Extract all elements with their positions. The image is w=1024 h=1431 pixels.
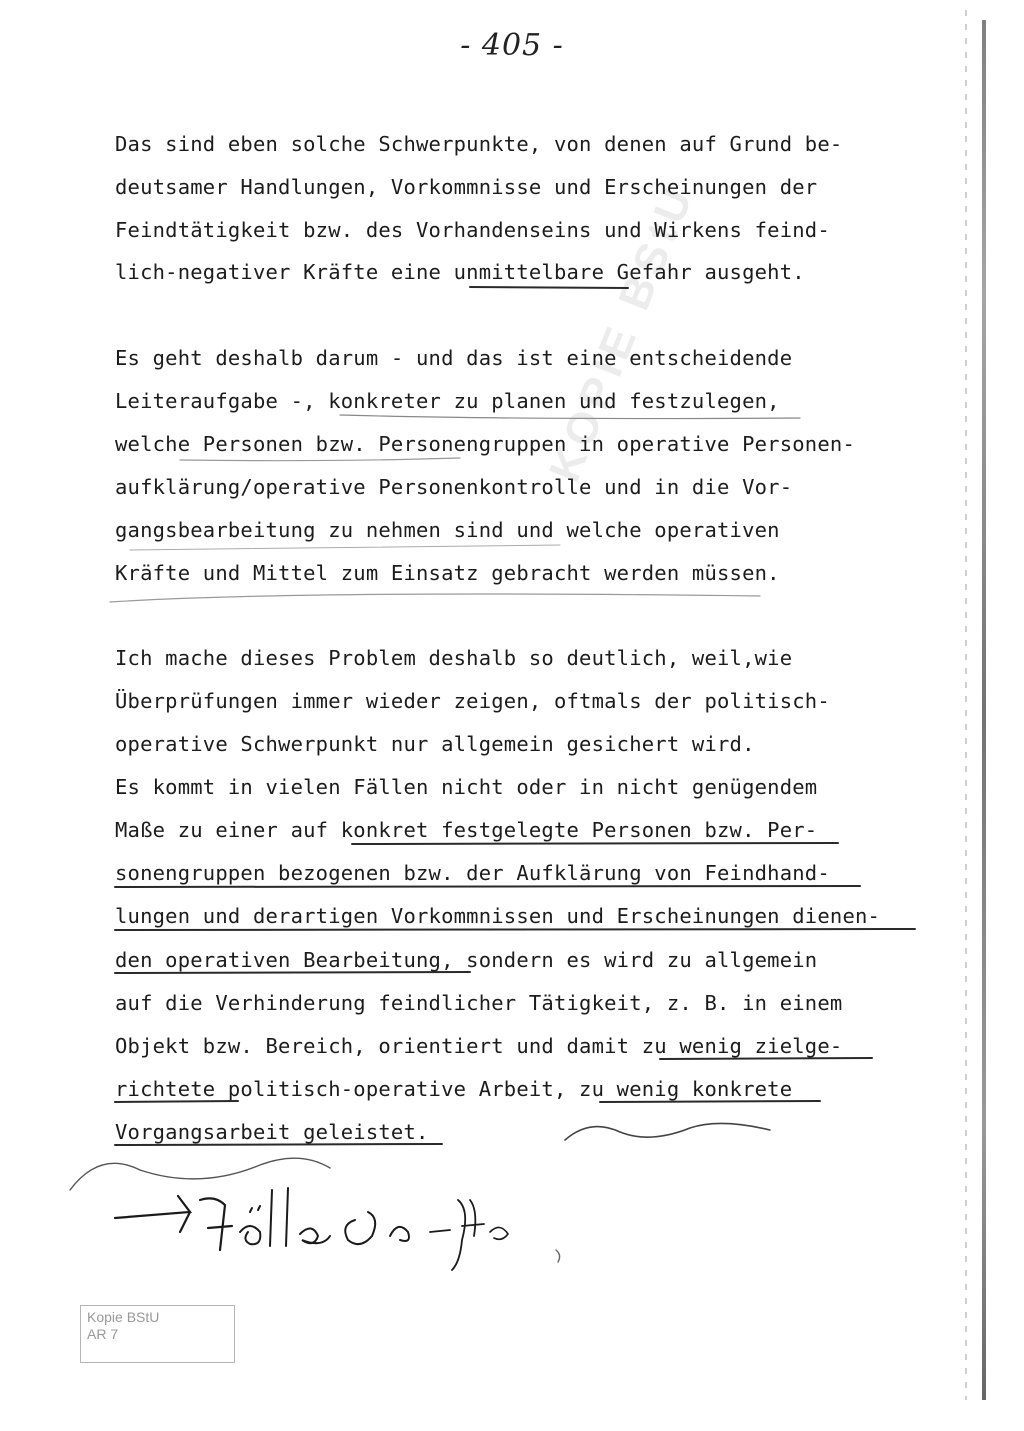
- text-line: Das sind eben solche Schwerpunkte, von denen auf Grund be-: [115, 132, 843, 156]
- underline-mark: [352, 843, 838, 844]
- text-line: Überprüfungen immer wieder zeigen, oftmals der politisch-: [115, 689, 830, 713]
- underline-mark: [180, 458, 460, 461]
- underline-mark: [600, 1101, 820, 1102]
- text-line: welche Personen bzw. Personengruppen in operative Personen-: [115, 432, 855, 456]
- text-line: Vorgangsarbeit geleistet.: [115, 1120, 429, 1144]
- underline-mark: [115, 972, 470, 973]
- underline-mark: [340, 415, 800, 419]
- text-line: lungen und derartigen Vorkommnissen und Erscheinungen dienen-: [115, 904, 881, 928]
- underline-mark: [115, 929, 915, 930]
- text-line: deutsamer Handlungen, Vorkommnisse und Erscheinungen der: [115, 175, 818, 199]
- text-line: Feindtätigkeit bzw. des Vorhandenseins und Wirkens feind-: [115, 218, 830, 242]
- text-line: richtete politisch-operative Arbeit, zu wenig konkrete: [115, 1077, 793, 1101]
- underline-mark: [115, 1101, 238, 1102]
- underline-mark: [110, 594, 760, 602]
- text-line: Objekt bzw. Bereich, orientiert und damit zu wenig zielge-: [115, 1034, 843, 1058]
- underline-mark: [115, 1144, 442, 1145]
- arrow-mark: [115, 1196, 190, 1232]
- text-line: sonengruppen bezogenen bzw. der Aufklärung von Feindhand-: [115, 861, 830, 885]
- page-number: - 405 -: [460, 28, 564, 63]
- text-line: Leiteraufgabe -, konkreter zu planen und festzulegen,: [115, 389, 780, 413]
- underline-mark: [660, 1058, 872, 1059]
- text-line: operative Schwerpunkt nur allgemein gesichert wird.: [115, 732, 755, 756]
- archive-stamp-line: Kopie BStU: [87, 1309, 160, 1325]
- text-line: aufklärung/operative Personenkontrolle und in die Vor-: [115, 475, 793, 499]
- underline-mark: [115, 886, 860, 887]
- underline-mark: [130, 545, 560, 550]
- archive-stamp-line: AR 7: [87, 1326, 119, 1342]
- text-line: Es kommt in vielen Fällen nicht oder in nicht genügendem: [115, 775, 818, 799]
- text-line: gangsbearbeitung zu nehmen sind und welche operativen: [115, 518, 780, 542]
- text-line: Es geht deshalb darum - und das ist eine entscheidende: [115, 346, 793, 370]
- watermark-stamp: KOPIE BStU: [540, 176, 705, 489]
- curve-mark: [70, 1158, 330, 1190]
- text-line: Ich mache dieses Problem deshalb so deutlich, weil,wie: [115, 646, 793, 670]
- squiggle-mark: [565, 1123, 770, 1140]
- text-line: Maße zu einer auf konkret festgelegte Personen bzw. Per-: [115, 818, 818, 842]
- underline-mark: [470, 287, 628, 288]
- archive-stamp: [80, 1305, 235, 1363]
- text-line: den operativen Bearbeitung, sondern es wird zu allgemein: [115, 948, 818, 972]
- text-line: auf die Verhinderung feindlicher Tätigkeit, z. B. in einem: [115, 991, 843, 1015]
- text-line: Kräfte und Mittel zum Einsatz gebracht werden müssen.: [115, 561, 780, 585]
- text-line: lich-negativer Kräfte eine unmittelbare Gefahr ausgeht.: [115, 260, 805, 284]
